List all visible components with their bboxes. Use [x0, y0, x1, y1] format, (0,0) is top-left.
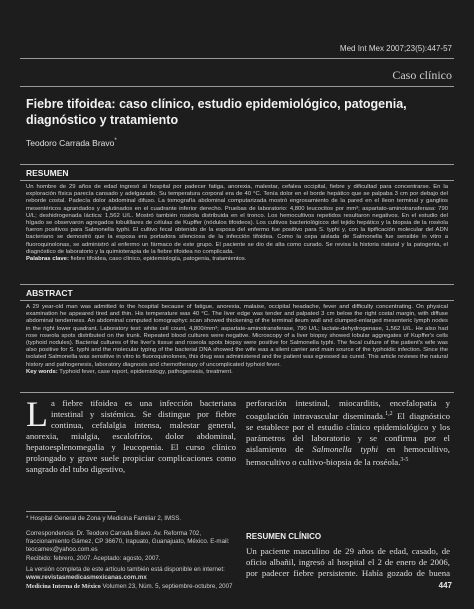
header-rule: [20, 58, 454, 59]
abstract-top-rule: [20, 284, 454, 285]
drop-cap: L: [26, 394, 48, 434]
section-rule: [20, 86, 454, 87]
abstract-bottom-rule: [20, 300, 454, 301]
abstract-end-rule: [20, 392, 454, 393]
intro-right-text: perforación intestinal, miocarditis, encefalopatía y coagulación intravascular diseminada.: [246, 398, 450, 421]
footer-issue: Volumen 23, Núm. 5, septiembre-octubre, 2007: [100, 583, 233, 590]
intro-ref-1: 1,2: [385, 411, 393, 417]
journal-citation: Med Int Mex 2007;23(5):447-57: [339, 44, 452, 53]
abstract-keywords-label: Key words:: [26, 368, 58, 375]
footer-journal: Medicina Interna de México: [26, 583, 101, 590]
abstract-text: [26, 304, 448, 376]
footnote-rule: [26, 511, 116, 512]
article-title: Fiebre tifoidea: caso clínico, estudio epidemiológico, patogenia, diagnóstico y tratamiento: [26, 97, 407, 127]
abstract-heading: ABSTRACT: [26, 288, 73, 298]
footnote-online: [26, 566, 238, 582]
intro-left-text: a fiebre tifoidea es una infección bacteriana intestinal y sistémica. Se distingue por fiebre continua, cefalalgia intensa, malestar general, anorexia, mialgia, escalofríos, dolor abdominal, hepatoesplenomegalia y leucopenia. El curso clínico prolongado y grave suele propiciar complicaciones como sangrado del tubo digestivo,: [26, 398, 236, 474]
abstract-body: A 29 year-old man was admitted to the hospital because of fatigue, anorexia, malaise, occipital headache, fever and difficulty concentrating. On physical examination he appeared tired and thin. His temperature was 40 °C. The liver edge was tender and palpated 3 cm below the right costal margin, with diffuse abdominal tenderness. An abdominal computed tomographyc scan showed thickening of the terminal ileum wall and clumped-enlarged mesenteric lymph nodes in the right lower quadrant. Laboratory test: white cell count, 4,800/mm³; aspartate-aminotransferase, 790 U/L; lactate-dehydrogenase, 1,562 U/L. He also had rose roseola spots distributed on the trunk. Repeated blood cultures were negative. Microscopy of a liver biopsy showed lobular aggregates of Kupffer's cells (typhoid nodules). Bacterial cultures of the liver's tissue and roseola spots biopsy were positive for Salmonella typhi. The fecal culture of the patient's wife was also positive for S. typhi and the molecular typing of the bacterial DNA showed the wife was a silent carrier and main source of the typhoidic infection. Since the isolated Salmonella was sensitive in vitro to fluoroquinolones, this drug was administered and the patient was egressed as cured. This article reviews the natural history and pathogenesis, laboratory diagnosis and chemotherapy of uncomplicated typhoid fever.: [26, 304, 448, 368]
resumen-clinico-text: Un paciente masculino de 29 años de edad, casado, de oficio albañil, ingresó al hospital el 2 de enero de 2006, por padecer fiebre persistente. Había gozado de buena: [246, 546, 450, 578]
footnote-correspondence: Correspondencia: Dr. Teodoro Carrada Bravo. Av. Reforma 702, fraccionamiento Gámez, CP 36670, Irapuato, Guanajuato, México. E-mail: teocamex@yahoo.com.es: [26, 530, 230, 553]
author-mark: *: [114, 138, 117, 145]
resumen-body: Un hombre de 29 años de edad ingresó al hospital por padecer fatiga, anorexia, malestar, cefalea occipital, fiebre y dificultad para concentrarse. En la exploración física parecía cansado y adelgazado. Su temperatura corporal era de 40 °C. Tenía dolor en el borde hepático que se palpaba 3 cm por debajo del reborde costal. Padecía dolor abdominal difuso. La tomografía abdominal computarizada mostró engrosamiento de la pared en el íleon terminal y ganglios mesentéricos agrandados y aglutinados en el cuadrante inferior derecho. Pruebas de laboratorio: 4,800 leucocitos por mm³; aspartato-aminotransferasa: 790 U/L; deshidrogenada láctica: 1,562 U/L. Mostró también roséola distribuida en el tronco. Los hemocultivos repetidos resultaron negativos. En el estudio del hígado se observaron agregados lobulillares de células de Kupffer (nódulos tifoideos). Los cultivos bacteriológicos del tejido hepático y la biopsia de la roséola fueron positivos para Salmonella typhi. El cultivo fecal obtenido de la esposa del enfermo fue positivo para S. typhi y, con la tipificación molecular del ADN bacteriano se demostró que la esposa era portadora silenciosa de la infección tifoidea. Como la cepa aislada de Salmonella fue sensible in vitro a fluoroquinolonas, se administró al enfermo un fármaco de este grupo. El paciente se dio de alta como curado. Se revisa la historia natural y la patogenia, el diagnóstico de laboratorio y la quimioterapia de la fiebre tifoidea no complicada.: [26, 184, 448, 255]
intro-ref-2: 3-5: [400, 456, 409, 463]
resumen-heading: RESUMEN: [26, 168, 69, 178]
footnote-received: Recibido: febrero, 2007. Aceptado: agosto, 2007.: [26, 555, 161, 562]
footer-journal-line: [26, 583, 233, 590]
intro-right-column: [246, 398, 450, 468]
author-name: Teodoro Carrada Bravo: [26, 138, 115, 148]
online-text: La versión completa de este artículo también está disponible en internet:: [26, 566, 225, 573]
resumen-text: [26, 184, 448, 263]
abstract-keywords: Typhoid fever, case report, epidemiology, pathogenesis, treatment.: [59, 368, 233, 375]
resumen-top-rule: [20, 164, 454, 165]
intro-right-text-3: en hemocultivo, hemocultivo o cultivo-biopsia de la roséola.: [246, 443, 450, 467]
author-line: [26, 138, 117, 148]
online-url[interactable]: www.revistasmedicasmexicanas.com.mx: [26, 574, 147, 581]
intro-right-text-2: El diagnóstico se establece por el estudio clínico epidemiológico y los parámetros del laboratorio y se confirma por el aislamiento de: [246, 410, 450, 454]
resumen-clinico-heading: RESUMEN CLÍNICO: [246, 532, 322, 541]
intro-left-column: [26, 394, 236, 475]
resumen-bottom-rule: [20, 180, 454, 181]
section-label: Caso clínico: [392, 68, 452, 82]
resumen-keywords: fiebre tifoidea, caso clínico, epidemiología, patogenia, tratamientos.: [70, 256, 247, 263]
footnote-affiliation: * Hospital General de Zona y Medicina Familiar 2, IMSS.: [26, 515, 182, 522]
intro-organism: Salmonella typhi: [312, 443, 379, 454]
resumen-keywords-label: Palabras clave:: [26, 256, 69, 263]
page-number: 447: [438, 581, 452, 590]
